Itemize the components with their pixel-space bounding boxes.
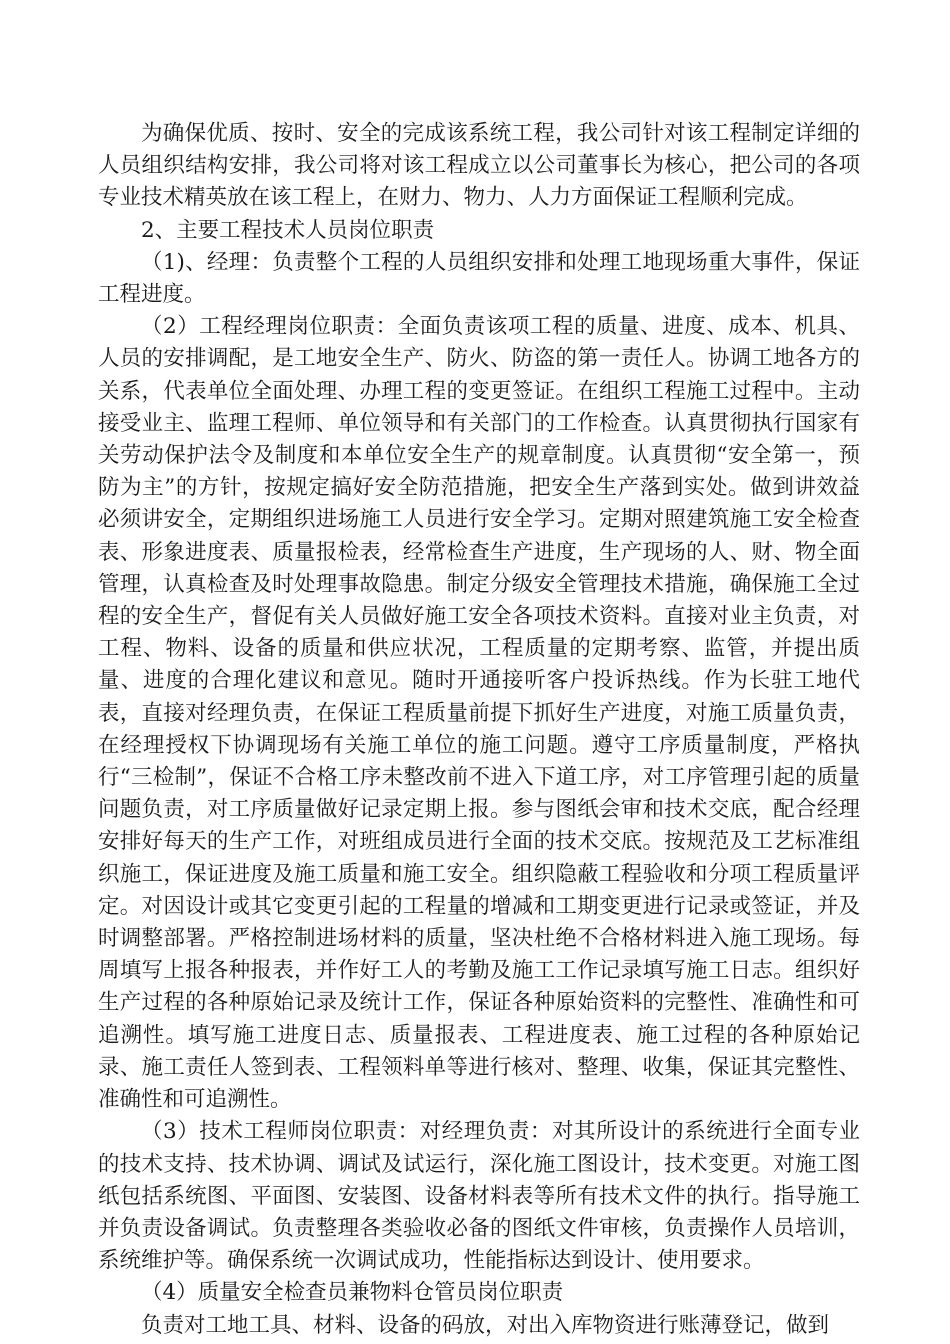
manager-duties-paragraph: （1)、经理：负责整个工程的人员组织安排和处理工地现场重大事件，保证工程进度。 xyxy=(98,249,860,308)
intro-paragraph: 为确保优质、按时、安全的完成该系统工程，我公司针对该工程制定详细的人员组织结构安排，我公司将对该工程成立以公司董事长为核心，把公司的各项专业技术精英放在该工程上，在财力、物力、人力方面保证工程顺利完成。 xyxy=(98,121,860,211)
technical-engineer-duties-paragraph: （3）技术工程师岗位职责：对经理负责：对其所设计的系统进行全面专业的技术支持、技术协调、调试及试运行，深化施工图设计，技术变更。对施工图纸包括系统图、平面图、安装图、设备材料表等所有技术文件的执行。指导施工并负责设备调试。负责整理各类验收必备的图纸文件审核，负责操作人员培训，系统维护等。确保系统一次调试成功，性能指标达到设计、使用要求。 xyxy=(98,1119,860,1274)
section-heading-responsibilities: 2、主要工程技术人员岗位职责 xyxy=(141,217,435,243)
project-manager-duties-paragraph: （2）工程经理岗位职责：全面负责该项工程的质量、进度、成本、机具、人员的安排调配，是工地安全生产、防火、防盗的第一责任人。协调工地各方的关系，代表单位全面处理、办理工程的变更签证。在组织工程施工过程中。主动接受业主、监理工程师、单位领导和有关部门的工作检查。认真贯彻执行国家有关劳动保护法令及制度和本单位安全生产的规章制度。认真贯彻“安全第一，预防为主”的方针，按规定搞好安全防范措施，把安全生产落到实处。做到讲效益必须讲安全，定期组织进场施工人员进行安全学习。定期对照建筑施工安全检查表、形象进度表、质量报检表，经常检查生产进度，生产现场的人、财、物全面管理，认真检查及时处理事故隐患。制定分级安全管理技术措施，确保施工全过程的安全生产，督促有关人员做好施工安全各项技术资料。直接对业主负责，对工程、物料、设备的质量和供应状况，工程质量的定期考察、监管，并提出质量、进度的合理化建议和意见。随时开通接听客户投诉热线。作为长驻工地代表，直接对经理负责，在保证工程质量前提下抓好生产进度，对施工质量负责，在经理授权下协调现场有关施工单位的施工问题。遵守工序质量制度，严格执行“三检制”，保证不合格工序未整改前不进入下道工序，对工序管理引起的质量问题负责，对工序质量做好记录定期上报。参与图纸会审和技术交底，配合经理安排好每天的生产工作，对班组成员进行全面的技术交底。按规范及工艺标准组织施工，保证进度及施工质量和施工安全。组织隐蔽工程验收和分项工程质量评定。对因设计或其它变更引起的工程量的增减和工期变更进行记录或签证，并及时调整部署。严格控制进场材料的质量，坚决杜绝不合格材料进入施工现场。每周填写上报各种报表，并作好工人的考勤及施工工作记录填写施工日志。组织好生产过程的各种原始记录及统计工作，保证各种原始资料的完整性、准确性和可追溯性。填写施工进度日志、质量报表、工程进度表、施工过程的各种原始记录、施工责任人签到表、工程领料单等进行核对、整理、收集，保证其完整性、准确性和可追溯性。 xyxy=(98,314,860,1113)
warehouse-duties-paragraph: 负责对工地工具、材料、设备的码放，对出入库物资进行账薄登记，做到 xyxy=(141,1312,830,1338)
document-page xyxy=(98,118,860,1342)
quality-inspector-heading: （4）质量安全检查员兼物料仓管员岗位职责 xyxy=(141,1280,564,1306)
